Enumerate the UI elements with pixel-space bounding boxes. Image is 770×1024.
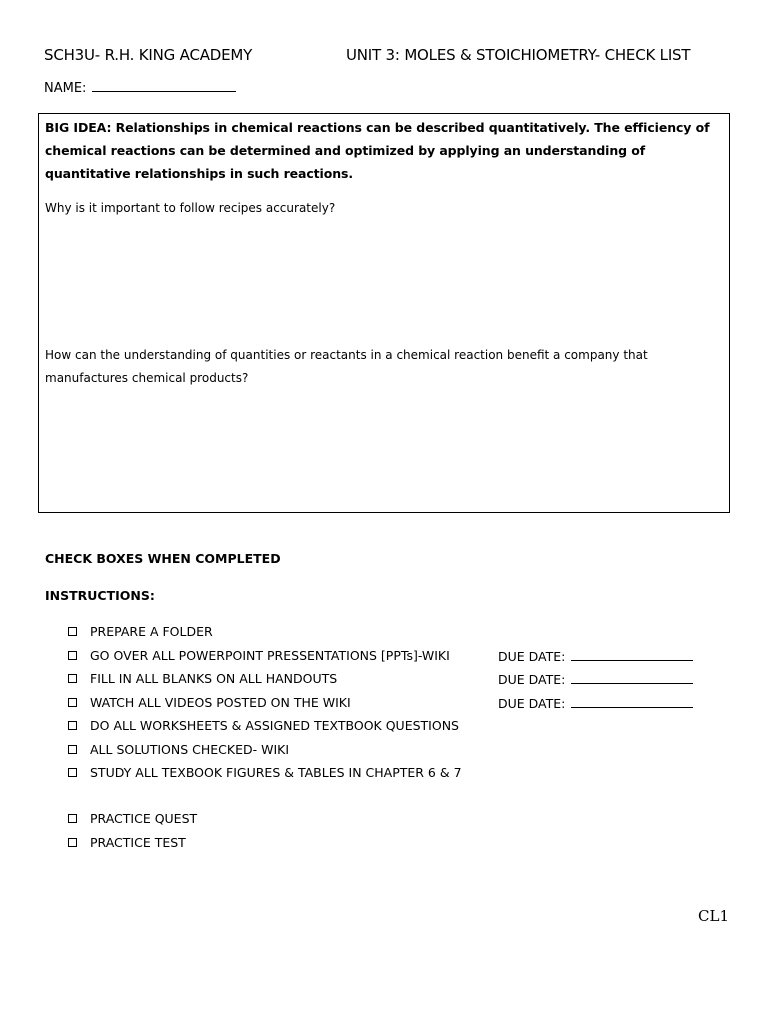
checklist-item-label: FILL IN ALL BLANKS ON ALL HANDOUTS bbox=[90, 671, 338, 686]
checkbox[interactable] bbox=[68, 674, 77, 683]
checkbox[interactable] bbox=[68, 721, 77, 730]
due-date-field[interactable] bbox=[498, 648, 693, 664]
unit-title: UNIT 3: MOLES & STOICHIOMETRY- CHECK LIST bbox=[346, 46, 691, 64]
checklist-item-label: WATCH ALL VIDEOS POSTED ON THE WIKI bbox=[90, 694, 351, 710]
due-date-blank-line[interactable] bbox=[571, 648, 693, 661]
due-date-label: DUE DATE: bbox=[498, 648, 566, 664]
due-date-label: DUE DATE: bbox=[498, 695, 566, 711]
big-idea-box bbox=[38, 113, 730, 513]
due-date-blank-line[interactable] bbox=[571, 695, 693, 708]
name-label: NAME: bbox=[44, 81, 87, 96]
checkbox[interactable] bbox=[68, 768, 77, 777]
checkbox[interactable] bbox=[68, 651, 77, 660]
name-field[interactable] bbox=[44, 79, 236, 96]
name-blank-line[interactable] bbox=[92, 79, 236, 92]
check-boxes-heading: CHECK BOXES WHEN COMPLETED bbox=[45, 551, 281, 566]
due-date-field[interactable] bbox=[498, 695, 693, 711]
question-recipes: Why is it important to follow recipes accurately? bbox=[45, 201, 336, 215]
checklist-item-label: PRACTICE TEST bbox=[90, 834, 186, 850]
checkbox[interactable] bbox=[68, 698, 77, 707]
checklist-item-label: ALL SOLUTIONS CHECKED- WIKI bbox=[90, 741, 290, 757]
checklist-item-label: DO ALL WORKSHEETS & ASSIGNED TEXTBOOK QUESTIONS bbox=[90, 718, 459, 733]
page-code: CL1 bbox=[698, 907, 729, 925]
due-date-field[interactable] bbox=[498, 671, 693, 687]
due-date-blank-line[interactable] bbox=[571, 671, 693, 684]
instructions-heading: INSTRUCTIONS: bbox=[45, 588, 155, 603]
checkbox[interactable] bbox=[68, 627, 77, 636]
checkbox[interactable] bbox=[68, 814, 77, 823]
due-date-label: DUE DATE: bbox=[498, 672, 566, 687]
checklist-item-label: PRACTICE QUEST bbox=[90, 811, 198, 826]
checklist-item-label: PREPARE A FOLDER bbox=[90, 624, 213, 639]
big-idea-text: BIG IDEA: Relationships in chemical reactions can be described quantitatively. The efficiency of chemical reactions can be determined and optimized by applying an understanding of quantitative relationships in such reactions. bbox=[45, 120, 710, 181]
question-company-benefit: How can the understanding of quantities or reactants in a chemical reaction benefit a company that manufactures chemical products? bbox=[45, 348, 648, 385]
course-title: SCH3U- R.H. KING ACADEMY bbox=[44, 46, 253, 64]
checkbox[interactable] bbox=[68, 838, 77, 847]
checkbox[interactable] bbox=[68, 745, 77, 754]
checklist-item-label: GO OVER ALL POWERPOINT PRESSENTATIONS [PPTs]-WIKI bbox=[90, 647, 450, 663]
checklist-item-label: STUDY ALL TEXBOOK FIGURES & TABLES IN CHAPTER 6 & 7 bbox=[90, 765, 462, 780]
